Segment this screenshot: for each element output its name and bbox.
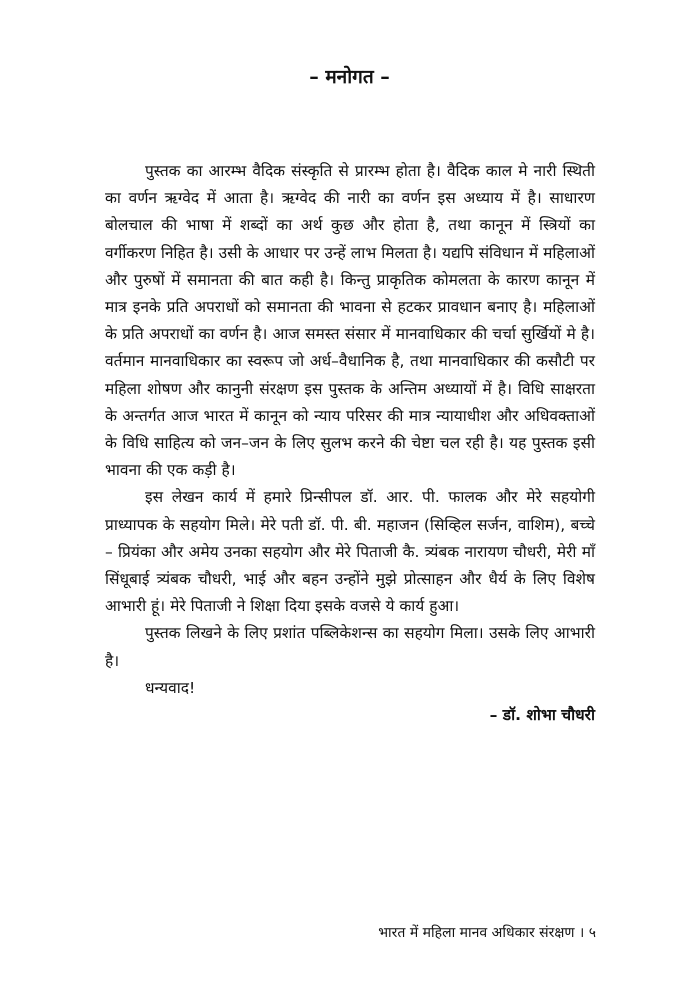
thanks-line: धन्यवाद! [145,678,196,697]
preface-body [105,158,595,729]
page-title: – मनोगत – [309,66,390,88]
author-signature: – डॉ. शोभा चौधरी [489,706,595,725]
paragraph-3: पुस्तक लिखने के लिए प्रशांत पब्लिकेशन्स का सहयोग मिला। उसके लिए आभारी है। [105,624,595,670]
paragraph-2: इस लेखन कार्य में हमारे प्रिन्सीपल डॉ. आर. पी. फालक और मेरे सहयोगी प्राध्यापक के सहयोग मिले। मेरे पती डॉ. पी. बी. महाजन (सिव्हिल सर्जन, वाशिम), बच्चे – प्रियंका और अमेय उनका सहयोग और मेरे पिताजी कै. त्र्यंबक नारायण चौधरी, मेरी माँ सिंधूबाई त्र्यंबक चौधरी, भाई और बहन उन्होंने मुझे प्रोत्साहन और धैर्य के लिए विशेष आभारी हूं। मेरे पिताजी ने शिक्षा दिया इसके वजसे ये कार्य हुआ। [105,488,595,616]
paragraph-1: पुस्तक का आरम्भ वैदिक संस्कृति से प्रारम्भ होता है। वैदिक काल मे नारी स्थिती का वर्णन ऋग्वेद में आता है। ऋग्वेद की नारी का वर्णन इस अध्याय में है। साधारण बोलचाल की भाषा में शब्दों का अर्थ कुछ और होता है, तथा कानून में स्त्रियों का वर्गीकरण निहित है। उसी के आधार पर उन्हें लाभ मिलता है। यद्यपि संविधान में महिलाओं और पुरुषों में समानता की बात कही है। किन्तु प्राकृतिक कोमलता के कारण कानून में मात्र इनके प्रति अपराधों को समानता की भावना से हटकर प्रावधान बनाए है। महिलाओं के प्रति अपराधों का वर्णन है। आज समस्त संसार में मानवाधिकार की चर्चा सुर्खियों मे है। वर्तमान मानवाधिकार का स्वरूप जो अर्ध–वैधानिक है, तथा मानवाधिकार की कसौटी पर महिला शोषण और कानुनी संरक्षण इस पुस्तक के अन्तिम अध्यायों में है। विधि साक्षरता के अन्तर्गत आज भारत में कानून को न्याय परिसर की मात्र न्यायाधीश और अधिवक्ताओं के विधि साहित्य को जन–जन के लिए सुलभ करने की चेष्टा चल रही है। यह पुस्तक इसी भावना की एक कड़ी है। [105,162,595,480]
page-footer: भारत में महिला मानव अधिकार संरक्षण । ५ [378,925,596,941]
